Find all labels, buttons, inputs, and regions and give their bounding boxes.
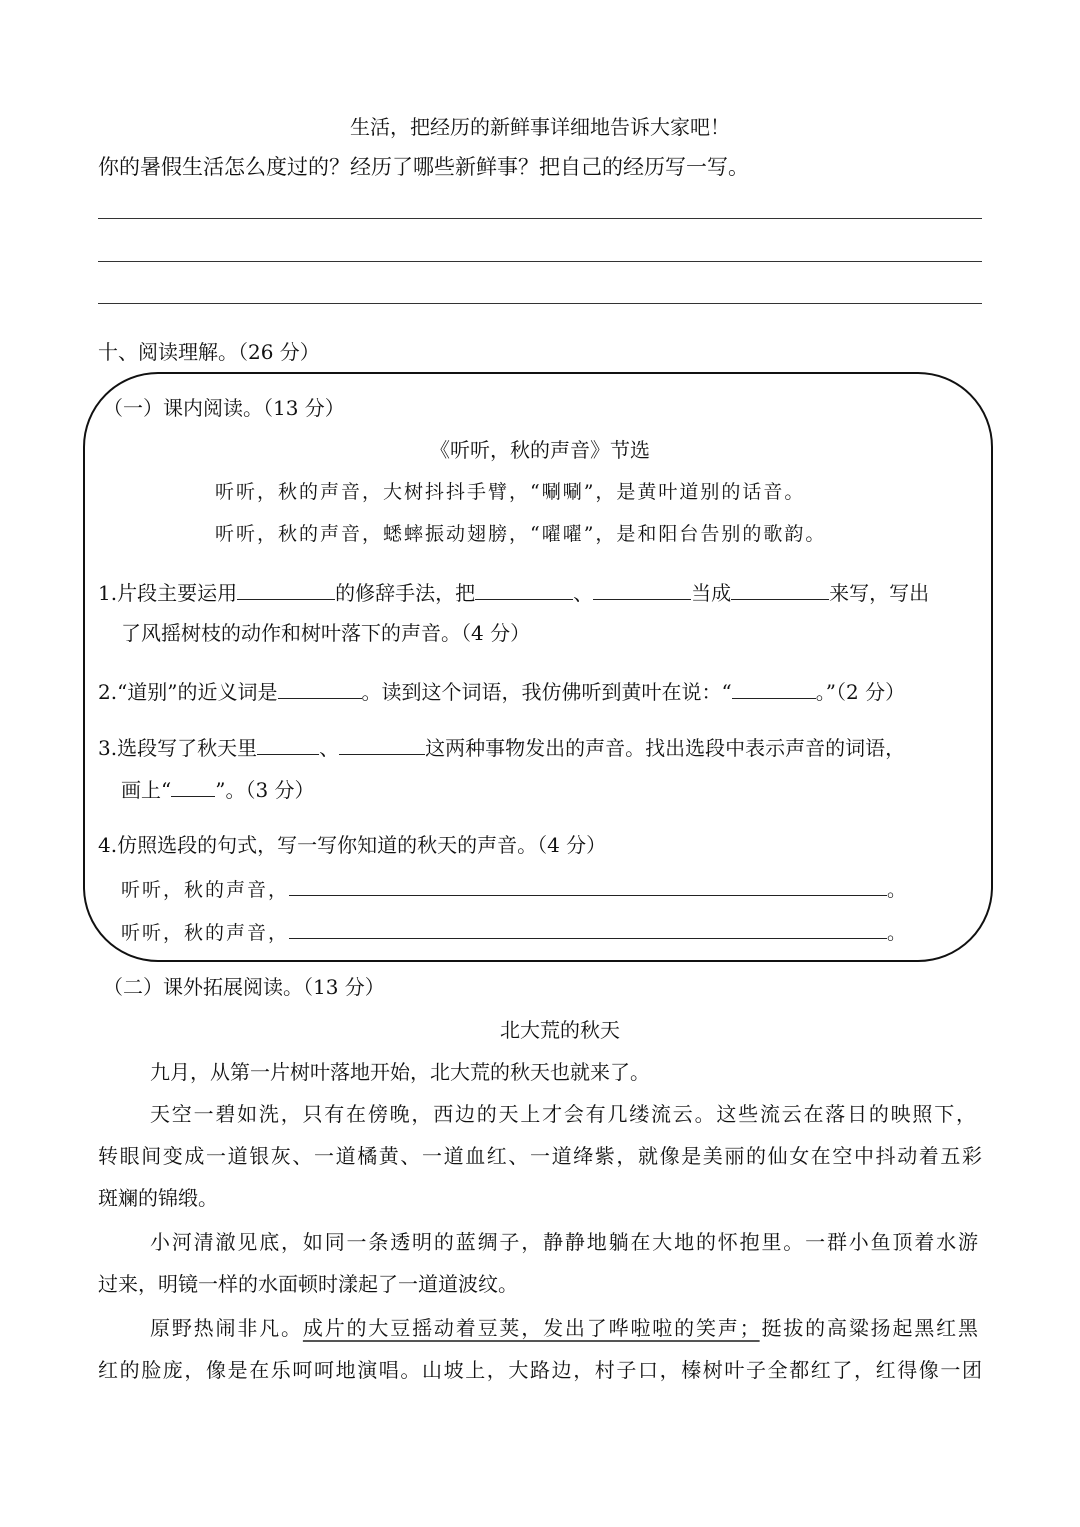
question-3-cont <box>121 774 315 804</box>
blank[interactable] <box>257 732 319 755</box>
passage-text: 原野热闹非凡。 <box>150 1316 303 1340</box>
excerpt-title: 《听听，秋的声音》节选 <box>430 438 650 462</box>
q2-text: 2.“道别”的近义词是 <box>98 680 278 704</box>
excerpt-line: 听听，秋的声音，蟋蟀振动翅膀，“嚁嚁”，是和阳台告别的歌韵。 <box>215 523 827 545</box>
answer-line[interactable] <box>98 261 982 262</box>
question-3 <box>98 732 905 762</box>
q3-text: ”。（3 分） <box>215 778 315 802</box>
blank[interactable] <box>593 577 691 600</box>
blank[interactable] <box>339 732 425 755</box>
intro-line: 生活，把经历的新鲜事详细地告诉大家吧！ <box>350 115 730 139</box>
blank[interactable] <box>278 676 362 699</box>
blank[interactable] <box>732 676 816 699</box>
blank[interactable] <box>731 577 829 600</box>
passage-line: 红的脸庞，像是在乐呵呵地演唱。山坡上，大路边，村子口，榛树叶子全都红了，红得像一团 <box>98 1358 982 1382</box>
q3-text: 、 <box>319 736 340 760</box>
question-1-cont: 了风摇树枝的动作和树叶落下的声音。（4 分） <box>121 621 531 645</box>
blank[interactable] <box>475 577 573 600</box>
question-4-line <box>121 916 908 947</box>
q2-text: 。读到这个词语，我仿佛听到黄叶在说：“ <box>361 680 732 704</box>
passage-line: 小河清澈见底，如同一条透明的蓝绸子，静静地躺在大地的怀抱里。一群小鱼顶着水游 <box>150 1230 978 1254</box>
passage-line: 转眼间变成一道银灰、一道橘黄、一道血红、一道绛紫，就像是美丽的仙女在空中抖动着五彩 <box>98 1144 982 1168</box>
excerpt-line: 听听，秋的声音，大树抖抖手臂，“唰唰”，是黄叶道别的话音。 <box>215 481 806 503</box>
q1-text: 1.片段主要运用 <box>98 581 238 605</box>
passage-line: 斑斓的锦缎。 <box>98 1186 218 1210</box>
passage-line: 九月，从第一片树叶落地开始，北大荒的秋天也就来了。 <box>150 1060 650 1084</box>
period: 。 <box>887 879 909 901</box>
question-2 <box>98 676 905 706</box>
answer-line[interactable] <box>98 218 982 219</box>
question-1 <box>98 577 929 607</box>
prompt: 听听，秋的声音， <box>121 879 290 901</box>
question-4-line <box>121 873 908 904</box>
q3-text: 画上“ <box>121 778 172 802</box>
q1-text: 、 <box>573 581 594 605</box>
passage-line: 天空一碧如洗，只有在傍晚，西边的天上才会有几缕流云。这些流云在落日的映照下， <box>150 1102 976 1126</box>
q2-text: 。”（2 分） <box>815 680 906 704</box>
q3-text: 这两种事物发出的声音。找出选段中表示声音的词语， <box>425 736 906 760</box>
q1-text: 当成 <box>691 581 732 605</box>
q1-text: 的修辞手法，把 <box>335 581 476 605</box>
underlined-sentence: 成片的大豆摇动着豆荚，发出了哗啦啦的笑声； <box>302 1316 760 1340</box>
question-4: 4.仿照选段的句式，写一写你知道的秋天的声音。（4 分） <box>98 833 607 857</box>
blank[interactable] <box>289 916 887 939</box>
passage-title: 北大荒的秋天 <box>500 1018 620 1042</box>
blank[interactable] <box>237 577 335 600</box>
blank[interactable] <box>171 774 215 797</box>
period: 。 <box>887 922 909 944</box>
blank[interactable] <box>289 873 887 896</box>
section-heading: 十、阅读理解。（26 分） <box>98 340 320 364</box>
q1-text: 来写，写出 <box>829 581 930 605</box>
q3-text: 3.选段写了秋天里 <box>98 736 258 760</box>
part2-heading: （二）课外拓展阅读。（13 分） <box>103 975 385 999</box>
prompt: 听听，秋的声音， <box>121 922 290 944</box>
answer-line[interactable] <box>98 303 982 304</box>
summer-question: 你的暑假生活怎么度过的？经历了哪些新鲜事？把自己的经历写一写。 <box>98 155 749 179</box>
part1-heading: （一）课内阅读。（13 分） <box>103 396 345 420</box>
passage-line: 过来，明镜一样的水面顿时漾起了一道道波纹。 <box>98 1272 518 1296</box>
passage-text: 挺拔的高粱扬起黑红黑 <box>759 1316 979 1340</box>
passage-line <box>150 1314 978 1342</box>
